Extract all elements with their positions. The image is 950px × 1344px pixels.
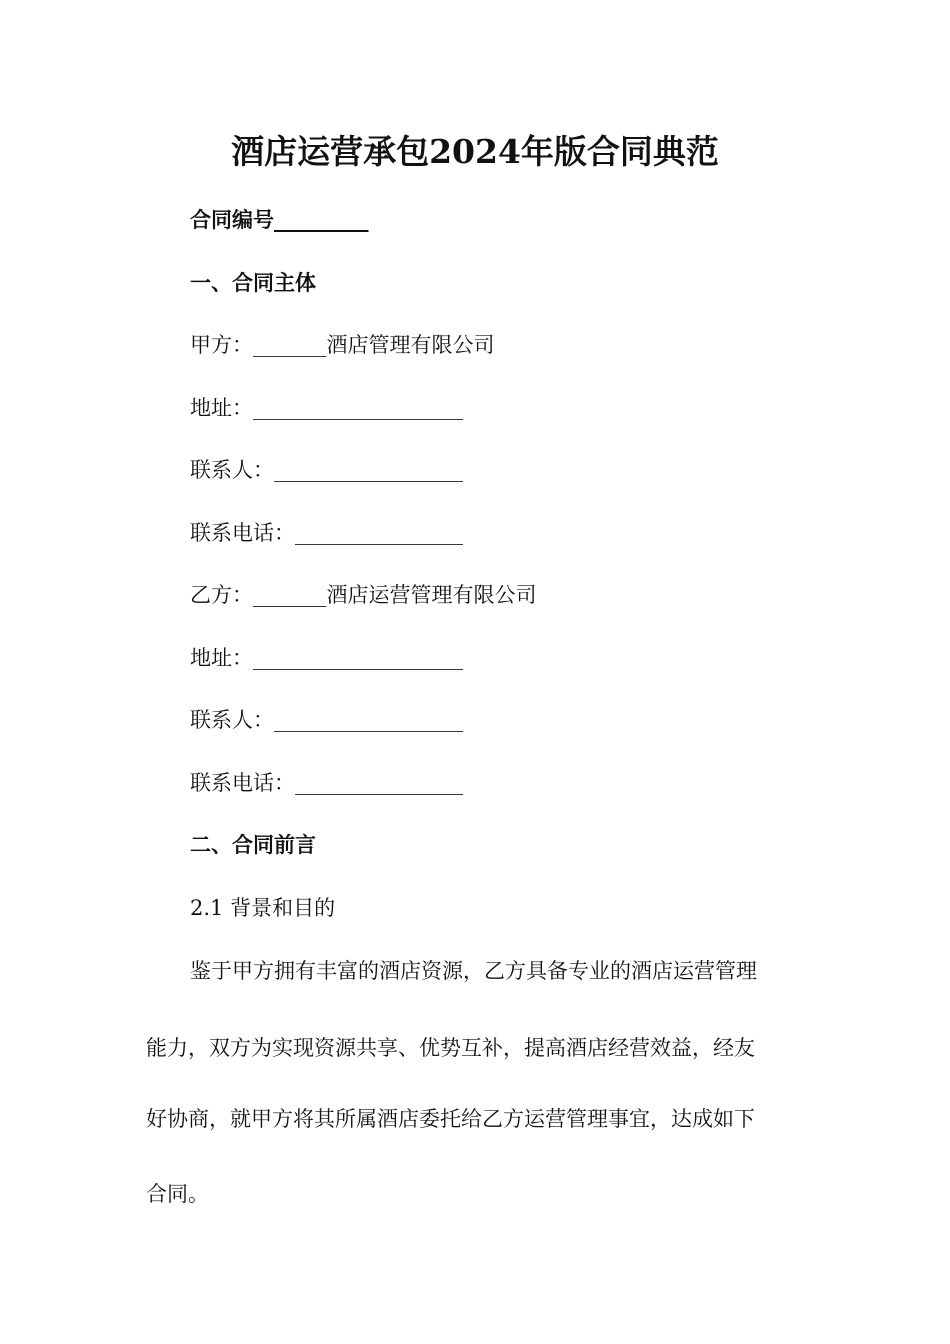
paragraph-line: 鉴于甲方拥有丰富的酒店资源，乙方具备专业的酒店运营管理 <box>190 959 757 983</box>
paragraph-line: 能力，双方为实现资源共享、优势互补，提高酒店经营效益，经友 <box>146 1036 755 1060</box>
paragraph-line: 合同。 <box>146 1182 209 1206</box>
contract-number: 合同编号_________ <box>190 207 369 232</box>
party-b-name: 乙方：_______酒店运营管理有限公司 <box>190 583 537 607</box>
paragraph-line: 好协商，就甲方将其所属酒店委托给乙方运营管理事宜，达成如下 <box>146 1107 755 1131</box>
section-heading-parties: 一、合同主体 <box>190 270 316 295</box>
sub-heading-background: 2.1 背景和目的 <box>190 896 336 920</box>
party-a-name: 甲方：_______酒店管理有限公司 <box>190 333 495 357</box>
party-b-phone: 联系电话：________________ <box>190 771 463 795</box>
party-a-contact: 联系人：__________________ <box>190 458 463 482</box>
party-b-contact: 联系人：__________________ <box>190 708 463 732</box>
party-b-address: 地址：____________________ <box>190 646 463 670</box>
document-title: 酒店运营承包2024年版合同典范 <box>231 132 719 171</box>
party-a-phone: 联系电话：________________ <box>190 521 463 545</box>
section-heading-preamble: 二、合同前言 <box>190 832 316 857</box>
party-a-address: 地址：____________________ <box>190 396 463 420</box>
